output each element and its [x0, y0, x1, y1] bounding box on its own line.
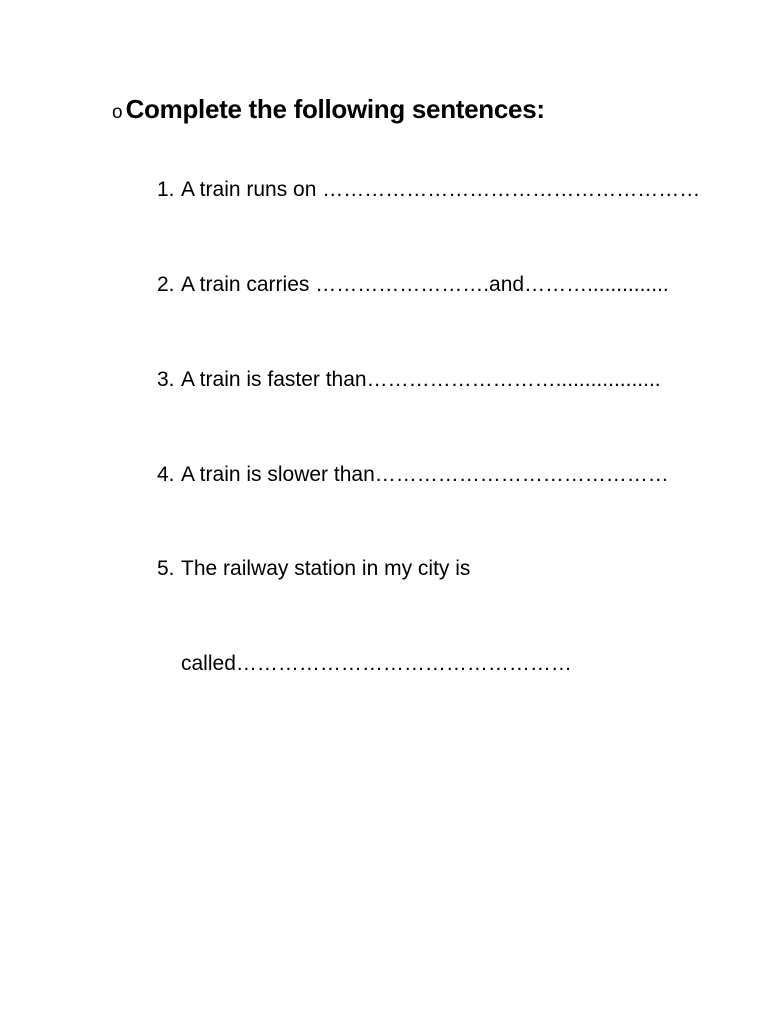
worksheet-heading — [112, 94, 545, 125]
item-text: A train runs on ……………………………………………… — [181, 178, 701, 201]
item-text: A train is slower than…………………………………… — [181, 463, 669, 486]
sentence-item-2 — [157, 273, 669, 297]
sentence-item-3 — [157, 368, 661, 392]
sentence-item-1 — [157, 178, 700, 202]
sentence-item-5 — [157, 557, 470, 581]
item-number: 1. — [157, 178, 175, 201]
circle-bullet-icon: o — [112, 102, 123, 123]
item-text: A train is faster than……………………….................. — [181, 368, 661, 391]
heading-text: Complete the following sentences: — [125, 94, 545, 124]
item-number: 5. — [157, 557, 175, 580]
item-number: 3. — [157, 368, 175, 391]
sentence-item-5-continuation: called………………………………………… — [181, 652, 572, 675]
sentence-item-4 — [157, 463, 669, 487]
item-number: 2. — [157, 273, 175, 296]
item-text: The railway station in my city is — [181, 557, 471, 580]
item-text: A train carries …………………….and……….............. — [181, 273, 669, 296]
item-number: 4. — [157, 463, 175, 486]
